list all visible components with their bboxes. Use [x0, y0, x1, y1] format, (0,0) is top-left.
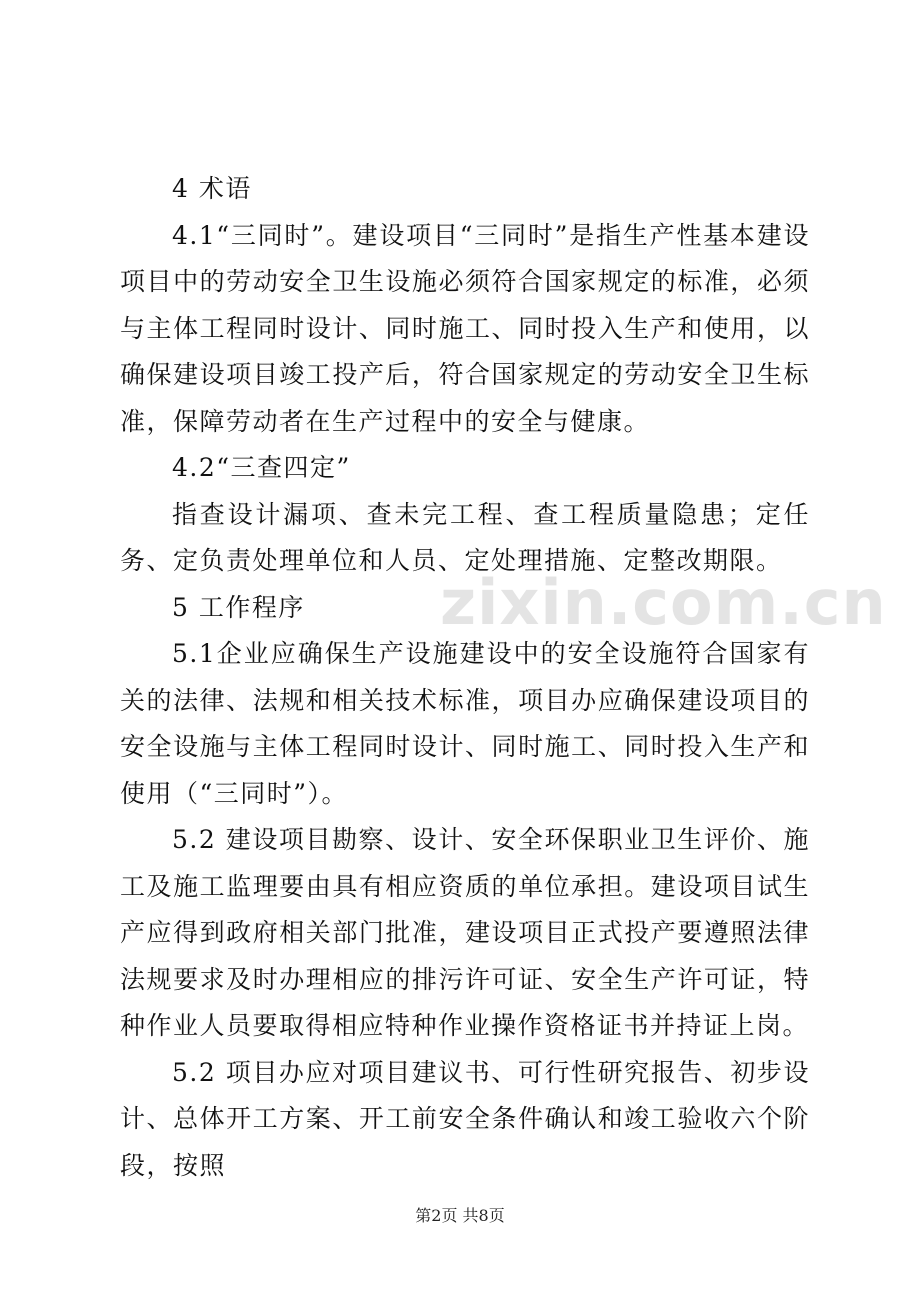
- paragraph-term-4-2: 指查设计漏项、查未完工程、查工程质量隐患；定任务、定负责处理单位和人员、定处理措施、定整改期限。: [120, 499, 810, 575]
- paragraph-term-4-1: 4.1“三同时”。建设项目“三同时”是指生产性基本建设项目中的劳动安全卫生设施必须符合国家规定的标准，必须与主体工程同时设计、同时施工、同时投入生产和使用，以确保建设项目竣工投产后，符合国家规定的劳动安全卫生标准，保障劳动者在生产过程中的安全与健康。: [120, 220, 810, 436]
- paragraph-5-2-b: 5.2 项目办应对项目建议书、可行性研究报告、初步设计、总体开工方案、开工前安全条件确认和竣工验收六个阶段，按照: [120, 1057, 810, 1180]
- paragraph-5-1: 5.1企业应确保生产设施建设中的安全设施符合国家有关的法律、法规和相关技术标准，项目办应确保建设项目的安全设施与主体工程同时设计、同时施工、同时投入生产和使用（“三同时”）。: [120, 639, 810, 808]
- paragraph-5-2-a: 5.2 建设项目勘察、设计、安全环保职业卫生评价、施工及施工监理要由具有相应资质的单位承担。建设项目试生产应得到政府相关部门批准，建设项目正式投产要遵照法律法规要求及时办理相应的排污许可证、安全生产许可证，特种作业人员要取得相应特种作业操作资格证书并持证上岗。: [120, 825, 810, 1040]
- document-body: [120, 166, 810, 1189]
- page-footer: 第2页 共8页: [415, 1206, 505, 1225]
- section-heading-procedure: 5 工作程序: [172, 592, 305, 622]
- section-heading-terms: 4 术语: [172, 174, 252, 203]
- watermark: zixin.com.cn: [440, 566, 887, 639]
- subsection-heading-4-2: 4.2“三查四定”: [172, 453, 351, 482]
